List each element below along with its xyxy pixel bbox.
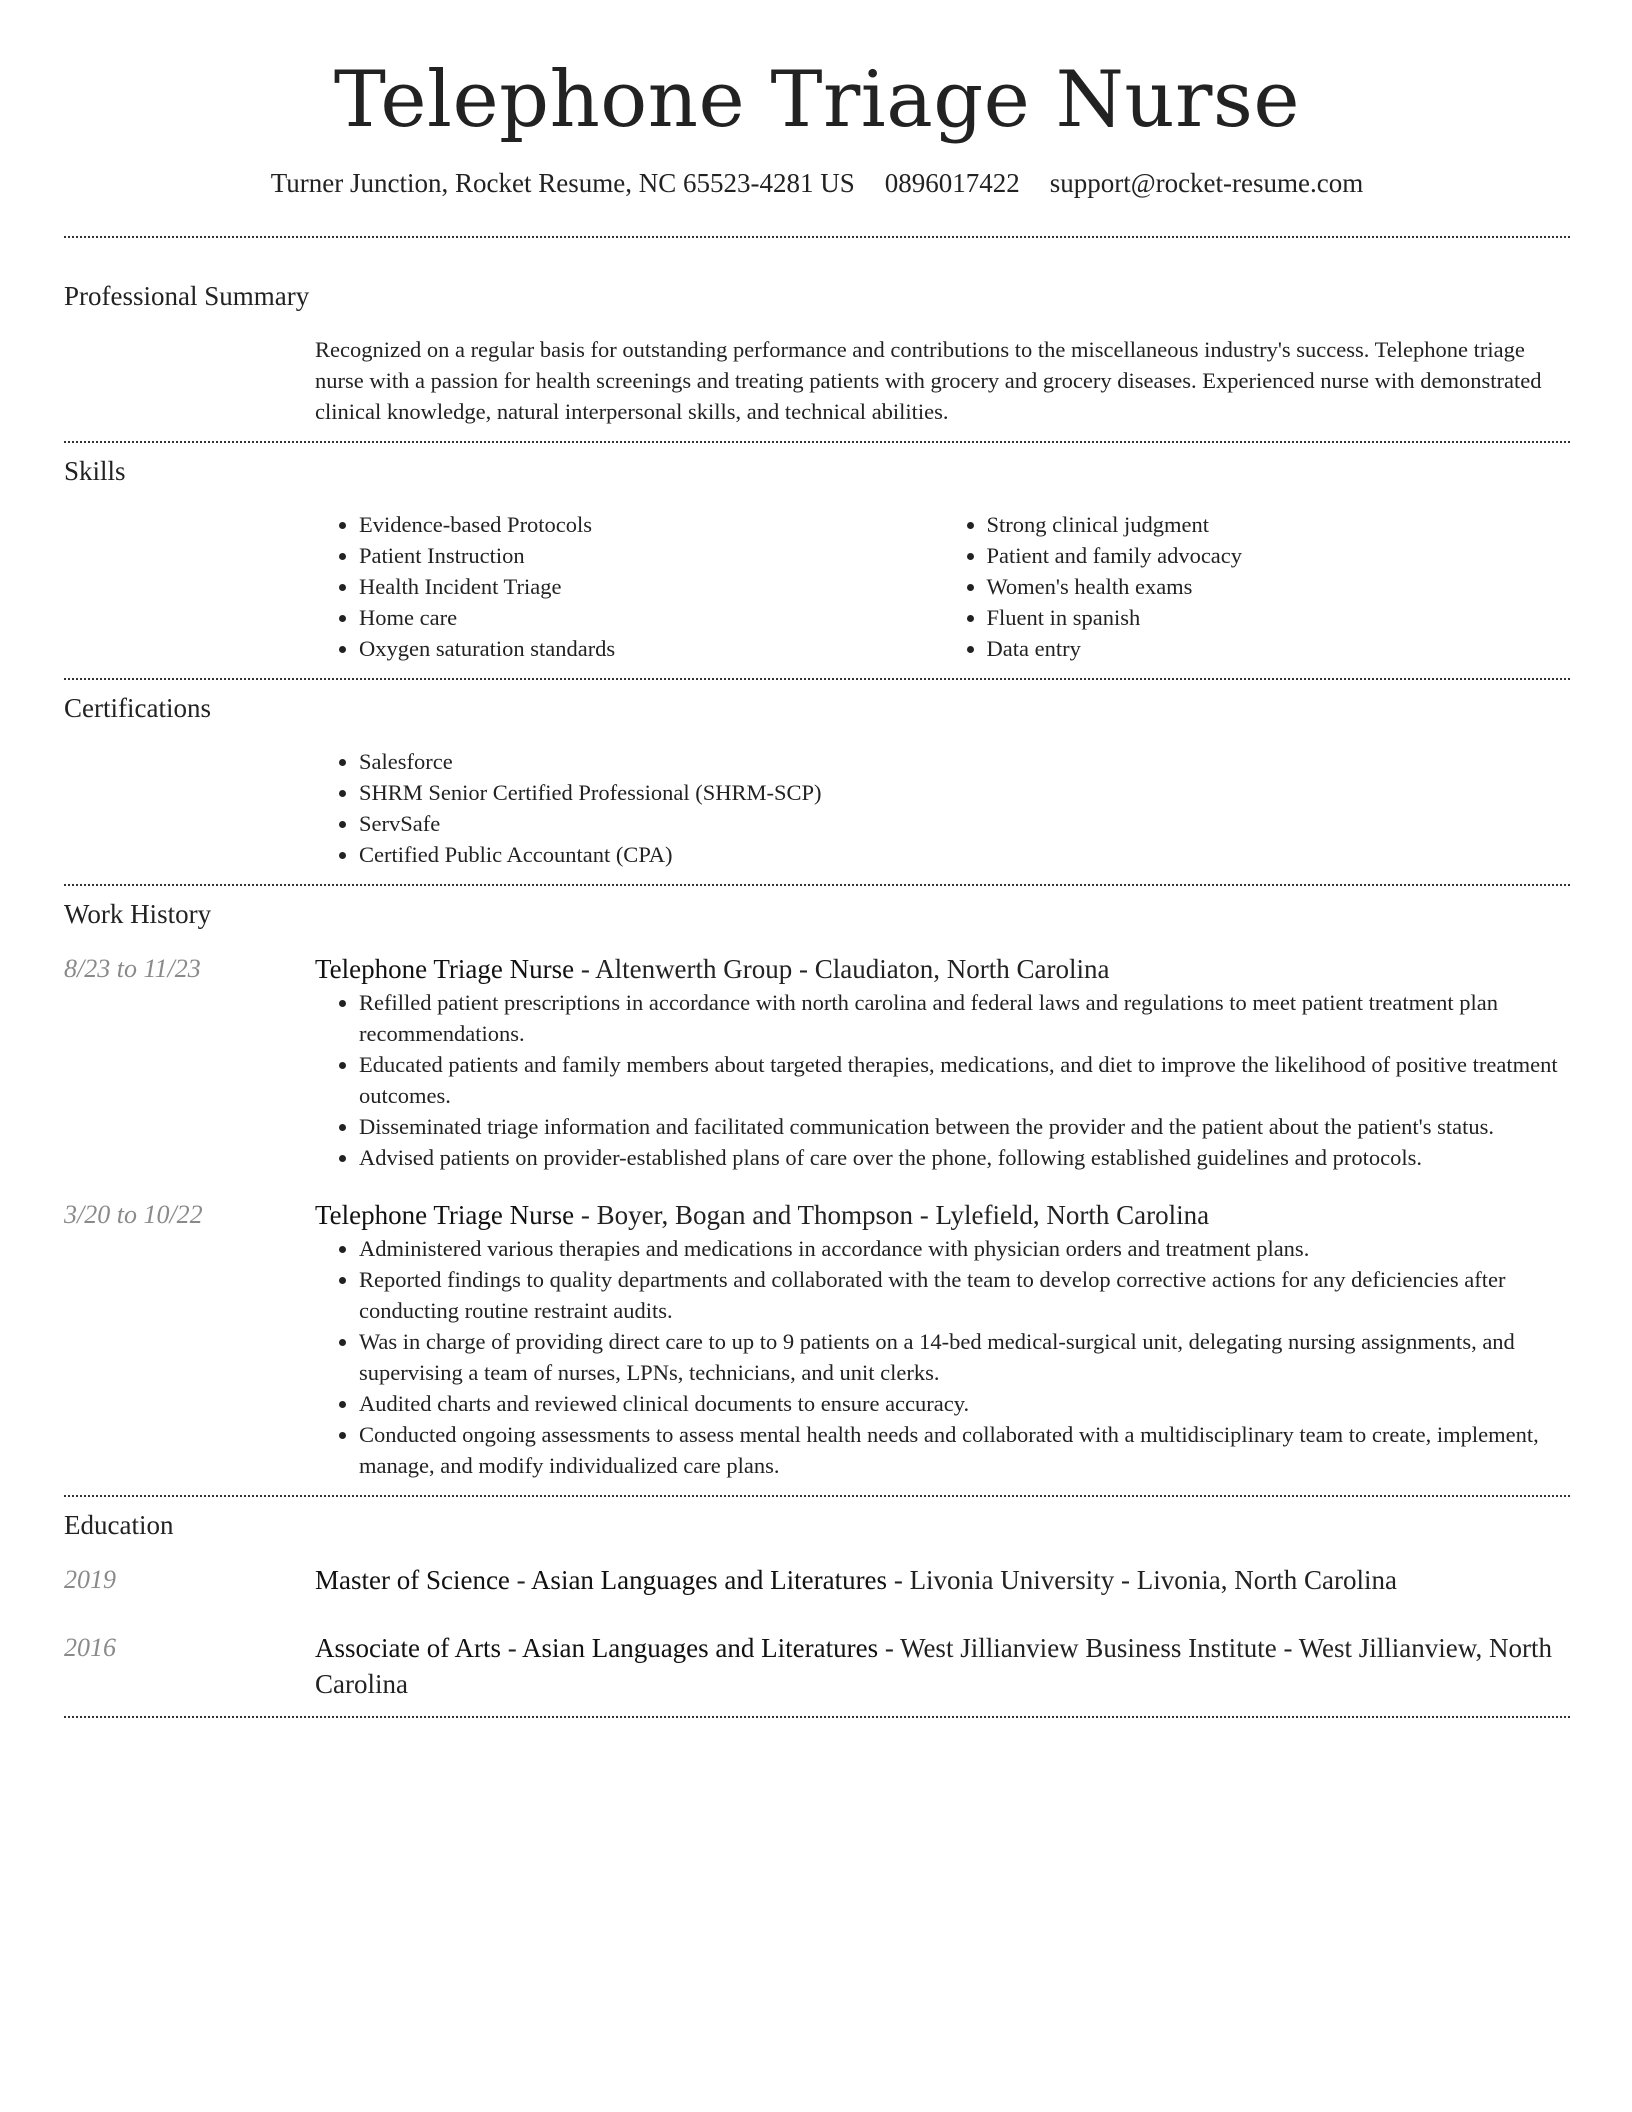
field-of-study: Asian Languages and Literatures (530, 1565, 888, 1595)
job-title: Telephone Triage Nurse (315, 954, 575, 984)
separator: - (1114, 1565, 1137, 1595)
job-bullet: • Conducted ongoing assessments to assess mental health needs and collaborated with a multidisciplinary team to create, implement, manage, and modify individualized care plans. (359, 1419, 1570, 1481)
contact-line (64, 166, 1570, 200)
education-entries (64, 1562, 1570, 1702)
work-entry-heading (315, 951, 1570, 987)
work-dates: 3/20 to 10/22 (64, 1200, 203, 1229)
divider (64, 678, 1570, 680)
education-entry (64, 1562, 1570, 1598)
certification-item: • ServSafe (359, 808, 1570, 839)
job-bullet-list (315, 987, 1570, 1173)
degree-name: Associate of Arts (315, 1633, 501, 1663)
skill-item: • Oxygen saturation standards (359, 633, 943, 664)
certification-item: • Certified Public Accountant (CPA) (359, 839, 1570, 870)
certifications-list (315, 746, 1570, 870)
education-year: 2019 (64, 1565, 116, 1594)
skill-item: • Women's health exams (987, 571, 1571, 602)
job-bullet: • Administered various therapies and medications in accordance with physician orders and treatment plans. (359, 1233, 1570, 1264)
resume-page (64, 0, 1570, 1718)
work-entries (64, 951, 1570, 1481)
divider (64, 1716, 1570, 1718)
skills-left-list (315, 509, 943, 664)
resume-title: Telephone Triage Nurse (333, 55, 1301, 145)
skills-right-list (943, 509, 1571, 664)
section-heading-education: Education (64, 1510, 174, 1540)
school-location: Livonia, North Carolina (1136, 1565, 1397, 1595)
school-name: Livonia University (909, 1565, 1115, 1595)
work-entry-heading (315, 1197, 1570, 1233)
separator: - (878, 1633, 901, 1663)
divider (64, 236, 1570, 238)
education-entry-body (315, 1562, 1570, 1598)
separator: - (792, 954, 815, 984)
job-bullet-list (315, 1233, 1570, 1481)
phone-text: 0896017422 (884, 168, 1020, 198)
job-bullet: • Audited charts and reviewed clinical documents to ensure accuracy. (359, 1388, 1570, 1419)
email-text: support@rocket-resume.com (1049, 168, 1364, 198)
separator: - (574, 954, 596, 984)
work-entry (64, 951, 1570, 1173)
work-section (64, 897, 1570, 1481)
separator: - (887, 1565, 910, 1595)
company-name: Boyer, Bogan and Thompson (596, 1200, 913, 1230)
school-location: West Jillianview, North Carolina (315, 1633, 1552, 1699)
separator: - (912, 1200, 936, 1230)
education-entry-body (315, 1630, 1570, 1702)
section-heading-work: Work History (64, 899, 212, 929)
section-heading-summary: Professional Summary (64, 281, 310, 311)
education-heading (315, 1562, 1570, 1598)
job-title: Telephone Triage Nurse (315, 1200, 575, 1230)
skill-item: • Patient Instruction (359, 540, 943, 571)
address-text: Turner Junction, Rocket Resume, NC 65523-4281 US (270, 168, 855, 198)
job-location: Lylefield, North Carolina (935, 1200, 1210, 1230)
job-bullet: • Refilled patient prescriptions in accordance with north carolina and federal laws and regulations to meet patient treatment plan recommendations. (359, 987, 1570, 1049)
skill-item: • Health Incident Triage (359, 571, 943, 602)
summary-section (64, 279, 1570, 427)
certification-item: • SHRM Senior Certified Professional (SHRM-SCP) (359, 777, 1570, 808)
divider (64, 441, 1570, 443)
divider (64, 1495, 1570, 1497)
work-entry-body (315, 1197, 1570, 1481)
education-section (64, 1508, 1570, 1702)
skill-item: • Strong clinical judgment (987, 509, 1571, 540)
section-heading-skills: Skills (64, 456, 126, 486)
certification-item: • Salesforce (359, 746, 1570, 777)
education-year: 2016 (64, 1633, 116, 1662)
section-heading-certifications: Certifications (64, 693, 211, 723)
job-location: Claudiaton, North Carolina (814, 954, 1110, 984)
certifications-section (64, 691, 1570, 870)
separator: - (509, 1565, 531, 1595)
skill-item: • Evidence-based Protocols (359, 509, 943, 540)
certifications-body (315, 746, 1570, 870)
skill-item: • Data entry (987, 633, 1571, 664)
job-bullet: • Advised patients on provider-established plans of care over the phone, following established guidelines and protocols. (359, 1142, 1570, 1173)
skills-grid (315, 509, 1570, 664)
school-name: West Jillianview Business Institute (900, 1633, 1277, 1663)
skill-item: • Patient and family advocacy (987, 540, 1571, 571)
skill-item: • Fluent in spanish (987, 602, 1571, 633)
job-bullet: • Disseminated triage information and facilitated communication between the provider and the patient about the patient's status. (359, 1111, 1570, 1142)
skill-item: • Home care (359, 602, 943, 633)
summary-text: Recognized on a regular basis for outstanding performance and contributions to the miscellaneous industry's success. Telephone triage nurse with a passion for health screenings and treating patients with grocery and grocery diseases. Experienced nurse with demonstrated clinical knowledge, natural interpersonal skills, and technical abilities. (315, 337, 1542, 424)
degree-name: Master of Science (315, 1565, 510, 1595)
work-entry (64, 1197, 1570, 1481)
company-name: Altenwerth Group (595, 954, 793, 984)
education-entry (64, 1630, 1570, 1702)
separator: - (500, 1633, 522, 1663)
education-heading (315, 1630, 1570, 1702)
job-bullet: • Reported findings to quality departments and collaborated with the team to develop corrective actions for any deficiencies after conducting routine restraint audits. (359, 1264, 1570, 1326)
skills-section (64, 454, 1570, 664)
job-bullet: • Educated patients and family members about targeted therapies, medications, and diet to improve the likelihood of positive treatment outcomes. (359, 1049, 1570, 1111)
field-of-study: Asian Languages and Literatures (521, 1633, 879, 1663)
separator: - (574, 1200, 597, 1230)
job-bullet: • Was in charge of providing direct care to up to 9 patients on a 14-bed medical-surgical unit, delegating nursing assignments, and supervising a team of nurses, LPNs, technicians, and unit clerks. (359, 1326, 1570, 1388)
separator: - (1276, 1633, 1299, 1663)
work-entry-body (315, 951, 1570, 1173)
work-dates: 8/23 to 11/23 (64, 954, 201, 983)
divider (64, 884, 1570, 886)
